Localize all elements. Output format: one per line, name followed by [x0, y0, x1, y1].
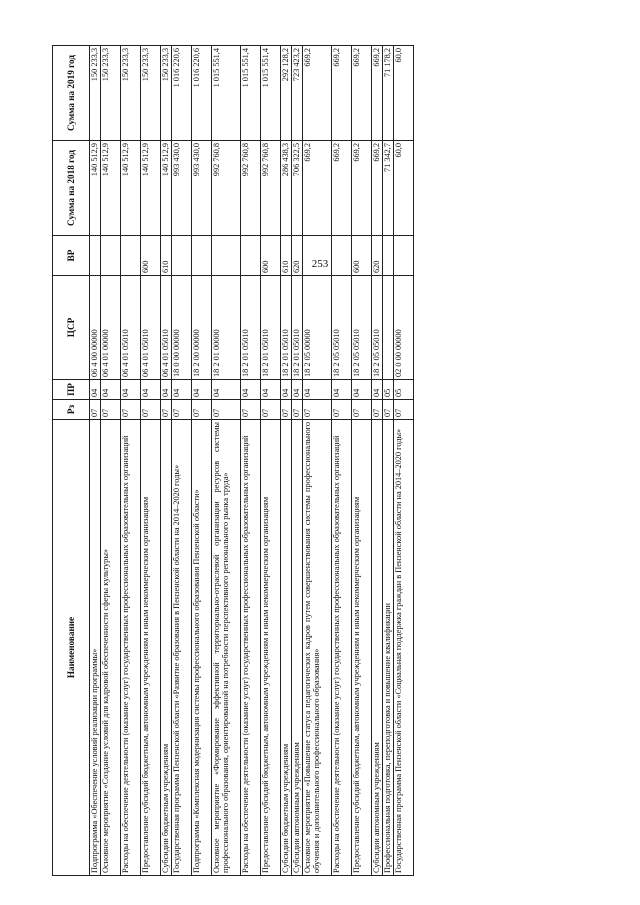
table-row	[172, 46, 192, 876]
table-row	[292, 46, 303, 876]
cell-sum-2018: 286 438,3	[281, 141, 292, 236]
cell-pr: 04	[303, 380, 332, 400]
cell-pr: 04	[161, 380, 172, 400]
cell-pr: 04	[192, 380, 212, 400]
cell-sum-2019: 150 233,3	[161, 46, 172, 141]
cell-pr: 04	[241, 380, 261, 400]
table-row	[241, 46, 261, 876]
cell-name: Предоставление субсидий бюджетным, автономным учреждениям и иным некоммерческим организациям	[261, 420, 281, 876]
cell-csr: 06 4 01 05010	[161, 276, 172, 380]
header-csr: ЦСР	[53, 276, 90, 380]
cell-name: Государственная программа Пензенской области «Социальная поддержка граждан в Пензенской области на 2014–2020 годы»	[394, 420, 414, 876]
budget-table	[52, 45, 414, 876]
cell-rz: 07	[372, 400, 383, 420]
cell-sum-2018: 992 760,8	[241, 141, 261, 236]
cell-csr: 18 2 01 05010	[281, 276, 292, 380]
cell-sum-2018: 993 430,0	[192, 141, 212, 236]
cell-sum-2018: 140 512,9	[161, 141, 172, 236]
cell-sum-2018: 71 342,7	[383, 141, 394, 236]
cell-csr: 02 0 00 00000	[394, 276, 414, 380]
cell-pr: 04	[101, 380, 121, 400]
cell-name: Основное мероприятие «Повышение статуса педагогических кадров путем совершенствования системы профессионального обучения и дополнительного профессионального образования»	[303, 420, 332, 876]
cell-rz: 07	[352, 400, 372, 420]
cell-sum-2019: 1 015 551,4	[212, 46, 241, 141]
cell-name: Субсидии автономным учреждениям	[292, 420, 303, 876]
cell-vr: 600	[141, 236, 161, 276]
table-row	[394, 46, 414, 876]
cell-sum-2019: 1 015 551,4	[241, 46, 261, 141]
cell-rz: 07	[281, 400, 292, 420]
cell-sum-2019: 1 016 220,6	[192, 46, 212, 141]
cell-pr: 04	[90, 380, 101, 400]
cell-sum-2019: 669,2	[372, 46, 383, 141]
cell-pr: 04	[292, 380, 303, 400]
table-row	[161, 46, 172, 876]
table-row	[90, 46, 101, 876]
cell-name: Основное мероприятие «Формирование эффективной территориально-отраслевой организации ресурсов системы профессионального образования, ориентированной на потребности перспективного регионального рынка труда»	[212, 420, 241, 876]
cell-vr: 610	[281, 236, 292, 276]
cell-rz: 07	[292, 400, 303, 420]
cell-pr: 04	[121, 380, 141, 400]
cell-rz: 07	[383, 400, 394, 420]
cell-name: Субсидии бюджетным учреждениям	[281, 420, 292, 876]
cell-pr: 04	[372, 380, 383, 400]
cell-name: Профессиональная подготовка, переподготовка и повышение квалификации	[383, 420, 394, 876]
header-vr: ВР	[53, 236, 90, 276]
cell-rz: 07	[161, 400, 172, 420]
cell-csr: 18 2 00 00000	[192, 276, 212, 380]
cell-pr: 04	[261, 380, 281, 400]
cell-sum-2019: 150 233,3	[121, 46, 141, 141]
cell-vr	[394, 236, 414, 276]
cell-sum-2018: 140 512,9	[141, 141, 161, 236]
cell-vr	[383, 236, 394, 276]
cell-vr	[172, 236, 192, 276]
table-row	[261, 46, 281, 876]
header-pr: ПР	[53, 380, 90, 400]
cell-sum-2019: 150 233,3	[141, 46, 161, 141]
cell-rz: 07	[394, 400, 414, 420]
cell-vr: 610	[161, 236, 172, 276]
cell-sum-2019: 669,2	[332, 46, 352, 141]
cell-pr: 04	[141, 380, 161, 400]
table-row	[192, 46, 212, 876]
cell-name: Государственная программа Пензенской области «Развитие образования в Пензенской области на 2014–2020 годы»	[172, 420, 192, 876]
cell-vr: 600	[261, 236, 281, 276]
cell-sum-2019: 71 178,2	[383, 46, 394, 141]
cell-name: Субсидии автономным учреждениям	[372, 420, 383, 876]
cell-vr: 620	[292, 236, 303, 276]
cell-vr: 620	[372, 236, 383, 276]
cell-pr: 04	[332, 380, 352, 400]
cell-csr: 18 2 01 00000	[212, 276, 241, 380]
cell-csr: 18 0 00 00000	[172, 276, 192, 380]
cell-sum-2019: 669,2	[352, 46, 372, 141]
cell-csr: 18 2 01 05010	[261, 276, 281, 380]
cell-pr: 04	[281, 380, 292, 400]
table-row	[121, 46, 141, 876]
cell-sum-2019: 669,2	[303, 46, 332, 141]
cell-name: Предоставление субсидий бюджетным, автономным учреждениям и иным некоммерческим организациям	[141, 420, 161, 876]
cell-rz: 07	[332, 400, 352, 420]
cell-sum-2018: 669,2	[303, 141, 332, 236]
cell-rz: 07	[121, 400, 141, 420]
table-row	[352, 46, 372, 876]
cell-rz: 07	[261, 400, 281, 420]
cell-rz: 07	[303, 400, 332, 420]
table-row	[281, 46, 292, 876]
cell-csr: 06 4 01 05010	[141, 276, 161, 380]
cell-sum-2019: 150 233,3	[101, 46, 121, 141]
cell-pr: 04	[172, 380, 192, 400]
cell-sum-2019: 723 423,2	[292, 46, 303, 141]
cell-pr: 04	[352, 380, 372, 400]
header-rz: Рз	[53, 400, 90, 420]
cell-rz: 07	[172, 400, 192, 420]
cell-sum-2018: 140 512,9	[121, 141, 141, 236]
cell-sum-2018: 140 512,9	[90, 141, 101, 236]
cell-sum-2019: 60,0	[394, 46, 414, 141]
cell-sum-2018: 60,0	[394, 141, 414, 236]
cell-vr	[101, 236, 121, 276]
cell-vr	[303, 236, 332, 276]
table-row	[372, 46, 383, 876]
cell-sum-2018: 669,2	[332, 141, 352, 236]
cell-csr: 06 4 01 00000	[101, 276, 121, 380]
cell-csr: 18 2 01 05010	[241, 276, 261, 380]
cell-pr: 04	[212, 380, 241, 400]
cell-sum-2018: 706 322,5	[292, 141, 303, 236]
cell-csr: 18 2 05 05010	[332, 276, 352, 380]
cell-sum-2019: 1 016 220,6	[172, 46, 192, 141]
cell-csr: 18 2 05 05010	[372, 276, 383, 380]
cell-vr	[241, 236, 261, 276]
cell-vr	[121, 236, 141, 276]
cell-name: Подпрограмма «Обеспечение условий реализации программы»	[90, 420, 101, 876]
header-sum-2019: Сумма на 2019 год	[53, 46, 90, 141]
header-name: Наименование	[53, 420, 90, 876]
table-row	[332, 46, 352, 876]
cell-sum-2018: 992 760,8	[261, 141, 281, 236]
header-sum-2018: Сумма на 2018 год	[53, 141, 90, 236]
cell-sum-2019: 1 015 551,4	[261, 46, 281, 141]
cell-rz: 07	[241, 400, 261, 420]
table-row	[303, 46, 332, 876]
cell-rz: 07	[212, 400, 241, 420]
table-row	[212, 46, 241, 876]
cell-sum-2018: 669,2	[372, 141, 383, 236]
cell-rz: 07	[90, 400, 101, 420]
table-row	[141, 46, 161, 876]
cell-csr	[383, 276, 394, 380]
cell-csr: 06 4 01 05010	[121, 276, 141, 380]
cell-name: Подпрограмма «Комплексная модернизация системы профессионального образования Пензенской области»	[192, 420, 212, 876]
table-header-row	[53, 46, 90, 876]
cell-csr: 18 2 01 05010	[292, 276, 303, 380]
table-row	[101, 46, 121, 876]
cell-vr	[332, 236, 352, 276]
cell-name: Субсидии бюджетным учреждениям	[161, 420, 172, 876]
page-number: 253	[311, 258, 329, 270]
cell-name: Расходы на обеспечение деятельности (оказание услуг) государственных профессиональных образовательных организаций	[241, 420, 261, 876]
table-row	[383, 46, 394, 876]
cell-name: Расходы на обеспечение деятельности (оказание услуг) государственных профессиональных образовательных организаций	[121, 420, 141, 876]
cell-sum-2019: 150 233,3	[90, 46, 101, 141]
cell-sum-2018: 140 512,9	[101, 141, 121, 236]
cell-sum-2018: 992 760,8	[212, 141, 241, 236]
cell-rz: 07	[101, 400, 121, 420]
cell-vr: 600	[352, 236, 372, 276]
cell-sum-2019: 292 128,2	[281, 46, 292, 141]
cell-pr: 05	[394, 380, 414, 400]
cell-name: Основное мероприятие «Создание условий для кадровой обеспеченности сферы культуры»	[101, 420, 121, 876]
rotated-table-container	[52, 46, 557, 876]
cell-csr: 18 2 05 05010	[352, 276, 372, 380]
cell-vr	[90, 236, 101, 276]
cell-name: Предоставление субсидий бюджетным, автономным учреждениям и иным некоммерческим организациям	[352, 420, 372, 876]
cell-vr	[192, 236, 212, 276]
cell-pr: 05	[383, 380, 394, 400]
cell-rz: 07	[141, 400, 161, 420]
cell-csr: 06 4 00 00000	[90, 276, 101, 380]
cell-csr: 18 2 05 00000	[303, 276, 332, 380]
cell-name: Расходы на обеспечение деятельности (оказание услуг) государственных профессиональных образовательных организаций	[332, 420, 352, 876]
cell-sum-2018: 669,2	[352, 141, 372, 236]
cell-rz: 07	[192, 400, 212, 420]
cell-sum-2018: 993 430,0	[172, 141, 192, 236]
cell-vr	[212, 236, 241, 276]
